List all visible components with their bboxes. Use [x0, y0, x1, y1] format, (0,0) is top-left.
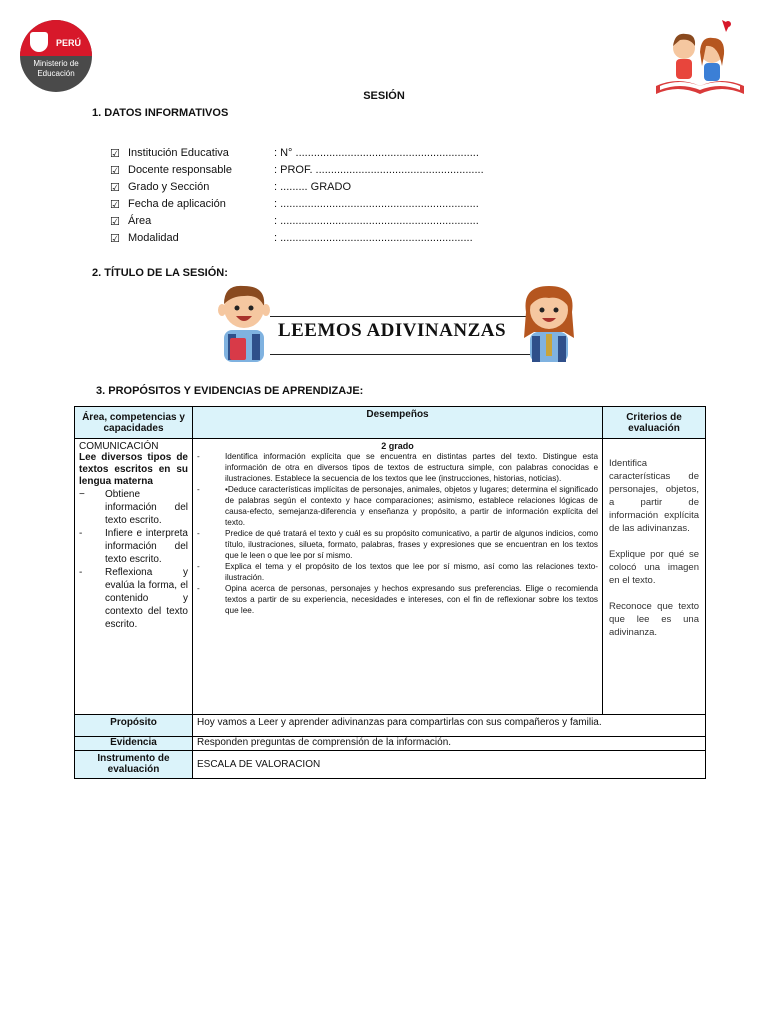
info-label: Área: [128, 215, 152, 227]
proposito-text: Hoy vamos a Leer y aprender adivinanzas para compartirlas con sus compañeros y familia.: [193, 715, 706, 737]
info-row: [110, 215, 530, 232]
kids-reading-illustration: [652, 14, 748, 100]
info-row: [110, 164, 530, 181]
bullet-mark: -: [197, 562, 200, 571]
coat-of-arms-icon: [30, 32, 48, 52]
info-value: : N° ............................................................: [274, 147, 479, 159]
instrumento-text: ESCALA DE VALORACION: [193, 751, 706, 779]
checkbox-checked-icon: ☑: [110, 148, 120, 160]
section-2-heading: 2. TÍTULO DE LA SESIÓN:: [92, 267, 228, 279]
bullet-mark: -: [79, 567, 83, 578]
evidencia-text: Responden preguntas de comprensión de la información.: [193, 737, 706, 751]
desempeno-item: [197, 583, 598, 616]
capacidad-text: Infiere e interpreta información del texto escrito.: [105, 528, 188, 565]
grade-label: 2 grado: [381, 441, 414, 451]
capacidad-item: [79, 566, 188, 631]
checkbox-checked-icon: ☑: [110, 216, 120, 228]
evidencia-label: Evidencia: [75, 737, 193, 751]
banner-bottom-line: [270, 354, 532, 355]
competencia: Lee diversos tipos de textos escritos en su lengua materna: [79, 452, 188, 487]
bullet-mark: -: [197, 584, 200, 593]
page-title: SESIÓN: [363, 90, 405, 102]
bullet-mark: -: [197, 452, 200, 461]
bullet-mark: −: [79, 489, 85, 500]
info-label: Fecha de aplicación: [128, 198, 226, 210]
section-3-heading: 3. PROPÓSITOS Y EVIDENCIAS DE APRENDIZAJE:: [96, 385, 364, 397]
desempeno-text: Opina acerca de personas, personajes y hechos expresando sus preferencias. Elige o recomienda textos a partir de su experiencia, necesidades e intereses, con el fin de reflexionar sobre los textos que lee.: [225, 584, 598, 615]
info-value: : .................................................................: [274, 198, 479, 210]
girl-illustration: [516, 282, 582, 364]
bullet-mark: -: [79, 528, 83, 539]
info-row: [110, 147, 530, 164]
info-row: [110, 181, 530, 198]
capacidad-text: Reflexiona y evalúa la forma, el contenido y contexto del texto escrito.: [105, 567, 188, 630]
bullet-mark: -: [197, 485, 200, 494]
info-label: Modalidad: [128, 232, 179, 244]
desempeno-text: Predice de qué tratará el texto y cuál es su propósito comunicativo, a partir de algunos indicios, como título, ilustraciones, silueta, formato, palabras, frases y expresiones que se encuentran en los textos que le leen o que lee por sí mismo.: [225, 529, 598, 560]
capacidad-item: [79, 527, 188, 566]
desempeno-item: [197, 484, 598, 528]
desempeno-text: Explica el tema y el propósito de los textos que lee por sí mismo, así como las relaciones texto-ilustración.: [225, 562, 598, 582]
criterio-item: Identifica características de personajes, objetos, a partir de información explícita de las adivinanzas.: [609, 458, 699, 534]
checkbox-checked-icon: ☑: [110, 233, 120, 245]
criterio-item: Reconoce que texto que lee es una adivinanza.: [609, 601, 699, 638]
section-1-heading: 1. DATOS INFORMATIVOS: [92, 107, 229, 119]
logo-country-text: PERÚ: [56, 38, 82, 48]
desempeno-text: •Deduce características implícitas de personajes, animales, objetos y lugares; determina el significado de palabras según el contexto y hace comparaciones; asimismo, establece relaciones lógicas de causa-efecto, semejanza-diferencia y enseñanza y propósito, a partir de información explícita del texto.: [225, 485, 598, 527]
logo-badge: [20, 20, 92, 92]
desempeno-text: Identifica información explícita que se encuentra en distintas partes del texto. Distingue esta información de otra en diversos tipos de textos de estructura simple, con palabras conocidas e ilustraciones. Establece la secuencia de los textos que lee (instrucciones, historias, noticias).: [225, 452, 598, 483]
ministry-logo: [20, 20, 92, 92]
capacidad-item: [79, 488, 188, 527]
header-criterios: Criterios de evaluación: [603, 407, 706, 439]
info-label: Grado y Sección: [128, 181, 210, 193]
info-row: [110, 198, 530, 215]
info-value: : ......... GRADO: [274, 181, 352, 193]
criterios-list: [607, 457, 701, 639]
learning-table: [74, 406, 706, 779]
checkbox-checked-icon: ☑: [110, 199, 120, 211]
logo-ministry-text: Ministerio de Educación: [33, 59, 79, 78]
checkbox-checked-icon: ☑: [110, 182, 120, 194]
criterios-cell: [603, 439, 706, 715]
info-value: : .................................................................: [274, 215, 479, 227]
capacidad-text: Obtiene información del texto escrito.: [105, 489, 188, 526]
area-name: COMUNICACIÓN: [79, 441, 159, 452]
bullet-mark: -: [197, 529, 200, 538]
info-row: [110, 232, 530, 249]
instrumento-label: Instrumento de evaluación: [75, 751, 193, 779]
header-desempenos: Desempeños: [193, 407, 603, 439]
session-title-banner: LEEMOS ADIVINANZAS: [277, 320, 507, 341]
area-cell: [75, 439, 193, 715]
banner-top-line: [270, 316, 532, 317]
info-value: : ...............................................................: [274, 232, 473, 244]
info-label: Institución Educativa: [128, 147, 229, 159]
capacidades-list: [79, 488, 188, 631]
desempenos-cell: [193, 439, 603, 715]
info-label: Docente responsable: [128, 164, 232, 176]
desempeno-item: [197, 528, 598, 561]
info-value: : PROF. .......................................................: [274, 164, 484, 176]
header-area: Área, competencias y capacidades: [75, 407, 193, 439]
checkbox-checked-icon: ☑: [110, 165, 120, 177]
desempeno-item: [197, 451, 598, 484]
proposito-label: Propósito: [75, 715, 193, 737]
desempenos-list: [197, 451, 598, 616]
criterio-item: Explique por qué se colocó una imagen en el texto.: [609, 549, 699, 586]
desempeno-item: [197, 561, 598, 583]
